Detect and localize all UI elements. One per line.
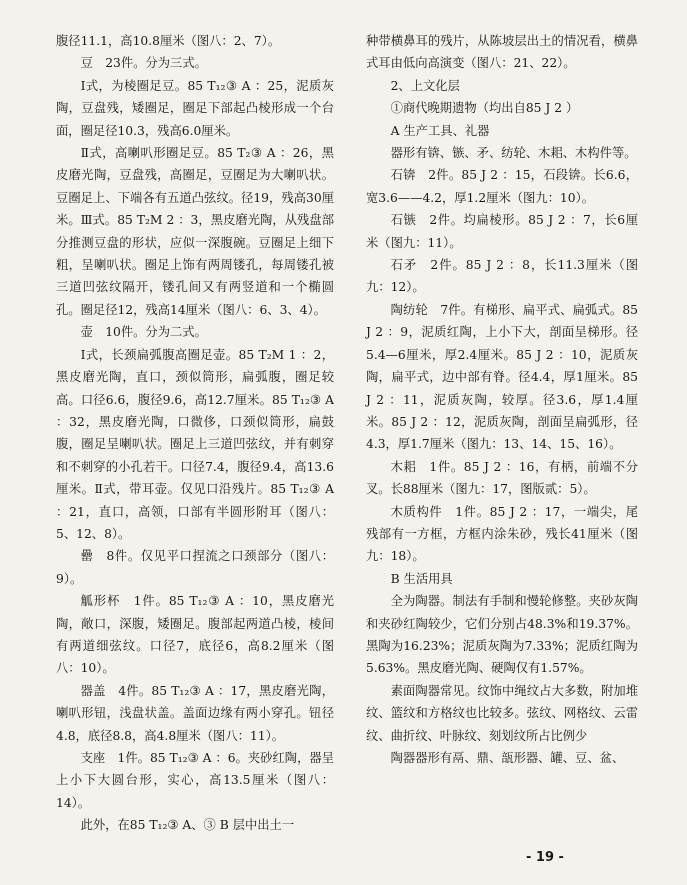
paragraph: 器盖 4件。85 T₁₂③ A ：17，黑皮磨光陶，喇叭形钮，浅盘状盖。盖面边缘有两小穿孔。钮径4.8，底径8.8，高4.8厘米（图八：11）。 (56, 683, 334, 743)
paragraph: 此外，在85 T₁₂③ A、③ B 层中出土一 (80, 818, 295, 833)
paragraph: 觚形杯 1件。85 T₁₂③ A ：10，黑皮磨光陶，敞口，深腹，矮圈足。腹部起两道凸棱，棱间有两道细弦纹。口径7，底径6，高8.2厘米（图八：10）。 (56, 594, 334, 676)
paragraph: 2、上文化层 (390, 78, 460, 93)
paragraph: A 生产工具、礼器 (390, 123, 490, 138)
paragraph: 石镞 2件。均扁棱形。85 J 2 ：7，长6厘米（图九：11）。 (366, 213, 638, 250)
right-column (366, 30, 638, 769)
paragraph: 罍 8件。仅见平口捏流之口颈部分（图八：9）。 (56, 549, 334, 586)
paragraph: 壶 10件。分为二式。 (80, 325, 207, 340)
paragraph: 木质构件 1件。85 J 2 ：17，一端尖，尾残部有一方框，方框内涂朱砂，残长41厘米（图九：18）。 (366, 504, 638, 564)
paragraph: 支座 1件。85 T₁₂③ A ：6。夹砂红陶，器呈上小下大圆台形，实心，高13.5厘米（图八：14）。 (56, 751, 334, 810)
left-column (56, 30, 334, 837)
paragraph: 素面陶器常见。纹饰中绳纹占大多数，附加堆纹、篮纹和方格纹也比较多。弦纹、网格纹、云雷纹、曲折纹、叶脉纹、刻划纹所占比例少 (366, 683, 638, 743)
paragraph: ①商代晚期遗物（均出自85 J 2 ） (390, 101, 579, 116)
paragraph: 全为陶器。制法有手制和慢轮修整。夹砂灰陶和夹砂红陶较少，它们分别占48.3%和19.37%。黑陶为16.23%；泥质灰陶为7.33%；泥质红陶为5.63%。黑皮磨光陶、硬陶仅有1.57%。 (366, 594, 638, 676)
paragraph: 豆 23件。分为三式。 (80, 56, 207, 71)
paragraph: 腹径11.1，高10.8厘米（图八：2、7）。 (56, 34, 281, 48)
paragraph: 陶纺轮 7件。有梯形、扁平式、扁弧式。85 J 2 ：9，泥质红陶，上小下大，剖面呈梯形。径5.4—6厘米，厚2.4厘米。85 J 2 ：10，泥质灰陶，扁平式，边中部有脊。径4.4，厚1厘米。85 J 2 ：11，泥质灰陶，较厚。径3.6，厚1.4厘米。85 J 2 ：12，泥质灰陶，剖面呈扁弧形，径4.3，厚1.7厘米（图九：13、14、15、16）。 (366, 302, 638, 452)
paragraph: 陶器器形有鬲、鼎、瓿形器、罐、豆、盆、 (390, 751, 625, 765)
paragraph: 石矛 2件。85 J 2 ：8，长11.3厘米（图九：12）。 (366, 258, 638, 295)
page-number: - 19 - (526, 850, 564, 865)
paragraph: 器形有锛、镞、矛、纺轮、木耜、木构件等。 (390, 146, 637, 161)
paragraph: 种带横鼻耳的残片，从陈坡层出土的情况看，横鼻式耳由低向高演变（图八：21、22）。 (366, 34, 638, 71)
paragraph: Ⅱ式，高喇叭形圈足豆。85 T₂③ A ：26，黑皮磨光陶，豆盘残，高圈足，豆圈足为大喇叭状。豆圈足上、下端各有五道凸弦纹。径19，残高30厘米。Ⅲ式。85 T₂M 2 ：3，黑皮磨光陶，从残盘部分推测豆盘的形状，应似一深腹碗。豆圈足上细下粗，呈喇叭状。圈足上饰有两周镂孔，每周镂孔被三道凹弦纹隔开，镂孔间又有两竖道和一个椭圆孔。圈足径12，残高14厘米（图八：6、3、4）。 (56, 146, 334, 317)
paragraph: B 生活用具 (390, 571, 453, 586)
paragraph: 木耜 1件。85 J 2 ：16，有柄，前端不分叉。长88厘米（图九：17，图版贰：5）。 (366, 459, 638, 497)
paragraph: Ⅰ式，为棱圈足豆。85 T₁₂③ A ：25，泥质灰陶，豆盘残，矮圈足，圈足下部起凸棱形成一个台面，圈足径10.3，残高6.0厘米。 (56, 78, 334, 138)
paragraph: 石锛 2件。85 J 2 ：15，石段锛。长6.6，宽3.6——4.2，厚1.2厘米（图九：10）。 (366, 168, 638, 205)
paragraph: Ⅰ式，长颈扁弧腹高圈足壶。85 T₂M 1 ：2，黑皮磨光陶，直口，颈似筒形，扁弧腹，圈足较高。口径6.6，腹径9.6，高12.7厘米。85 T₁₂③ A ：32，黑皮磨光陶，口微侈，口颈似筒形，扁鼓腹，圈足呈喇叭状。圈足上三道凹弦纹，并有刺穿和不刺穿的小孔若干。口径7.4，腹径9.4，高13.6厘米。Ⅱ式，带耳壶。仅见口沿残片。85 T₁₂③ A ：21，直口，高领，口部有半圆形附耳（图八：5、12、8）。 (56, 347, 334, 541)
